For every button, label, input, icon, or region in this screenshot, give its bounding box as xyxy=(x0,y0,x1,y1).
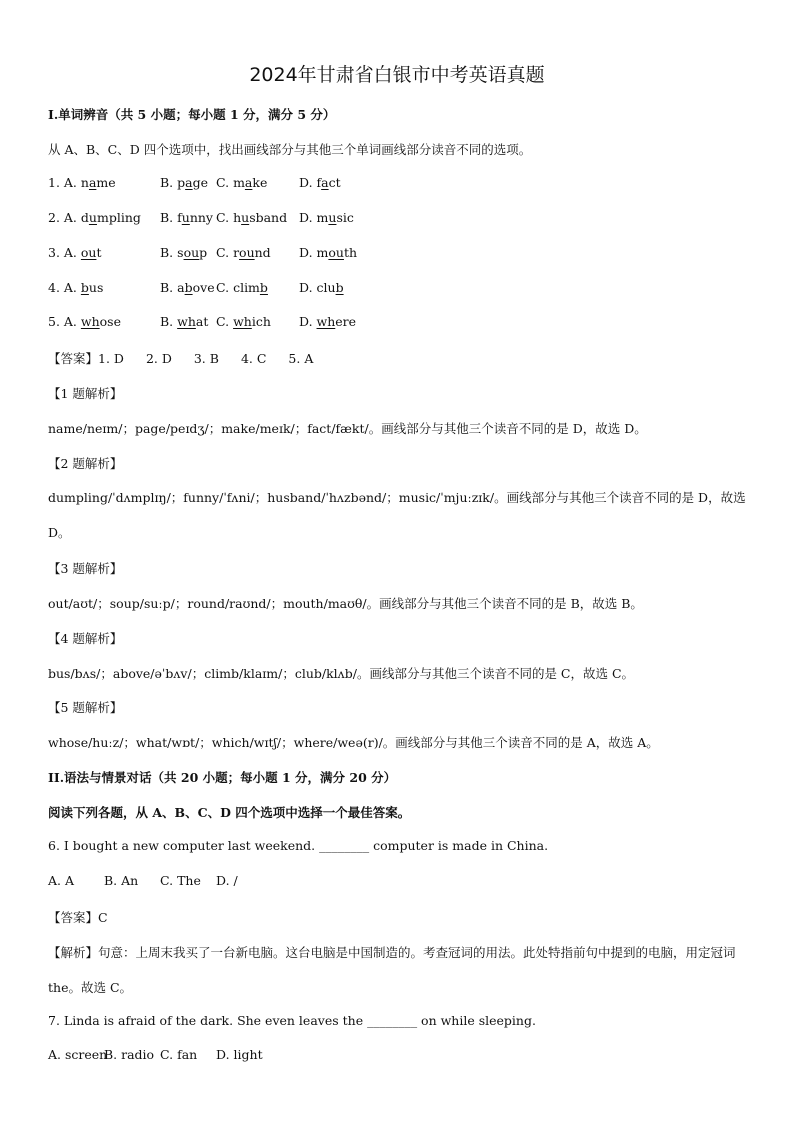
question-6-analysis: 【解析】句意：上周末我买了一台新电脑。这台电脑是中国制造的。考查冠词的用法。此处特指前句中提到的电脑，用定冠词 the。故选 C。 xyxy=(48,945,736,995)
question-6-options: A. A B. An C. The D. / xyxy=(48,873,238,888)
question-6-answer: 【答案】C xyxy=(48,910,108,925)
question-row: 2. A. dumpling B. funny C. husband D. music xyxy=(48,210,354,225)
analysis-label: 【5 题解析】 xyxy=(48,700,123,715)
analysis-text: dumpling/ˈdʌmplɪŋ/；funny/ˈfʌni/；husband/ˈhʌzbənd/；music/ˈmjuːzɪk/。画线部分与其他三个读音不同的是 D，故选 D。 xyxy=(48,490,746,540)
question-row: 4. A. bus B. above C. climb D. club xyxy=(48,280,344,295)
analysis-label: 【4 题解析】 xyxy=(48,631,123,646)
analysis-text: name/neɪm/；page/peɪdʒ/；make/meɪk/；fact/fækt/。画线部分与其他三个读音不同的是 D，故选 D。 xyxy=(48,421,647,436)
section1-instruction: 从 A、B、C、D 四个选项中，找出画线部分与其他三个单词画线部分读音不同的选项。 xyxy=(48,142,532,157)
question-7-stem: 7. Linda is afraid of the dark. She even leaves the ________ on while sleeping. xyxy=(48,1013,536,1028)
analysis-text: bus/bʌs/；above/əˈbʌv/；climb/klaɪm/；club/klʌb/。画线部分与其他三个读音不同的是 C，故选 C。 xyxy=(48,666,635,681)
analysis-label: 【2 题解析】 xyxy=(48,456,123,471)
section1-heading: I.单词辨音（共 5 小题；每小题 1 分，满分 5 分） xyxy=(48,107,336,122)
analysis-label: 【1 题解析】 xyxy=(48,386,123,401)
analysis-label: 【3 题解析】 xyxy=(48,561,123,576)
answer-line: 【答案】1. D 2. D 3. B 4. C 5. A xyxy=(48,351,314,366)
question-6-stem: 6. I bought a new computer last weekend. ________ computer is made in China. xyxy=(48,838,549,853)
analysis-text: whose/huːz/；what/wɒt/；which/wɪtʃ/；where/weə(r)/。画线部分与其他三个读音不同的是 A，故选 A。 xyxy=(48,735,659,750)
question-row: 3. A. out B. soup C. round D. mouth xyxy=(48,245,358,260)
section2-heading: II.语法与情景对话（共 20 小题；每小题 1 分，满分 20 分） xyxy=(48,770,397,785)
question-7-options: A. screen B. radio C. fan D. light xyxy=(48,1047,263,1062)
question-row: 5. A. whose B. what C. which D. where xyxy=(48,314,357,329)
question-row: 1. A. name B. page C. make D. fact xyxy=(48,175,341,190)
analysis-text: out/aʊt/；soup/suːp/；round/raʊnd/；mouth/maʊθ/。画线部分与其他三个读音不同的是 B，故选 B。 xyxy=(48,596,643,611)
page-title: 2024年甘肃省白银市中考英语真题 xyxy=(249,64,545,86)
section2-instruction: 阅读下列各题，从 A、B、C、D 四个选项中选择一个最佳答案。 xyxy=(48,805,411,820)
